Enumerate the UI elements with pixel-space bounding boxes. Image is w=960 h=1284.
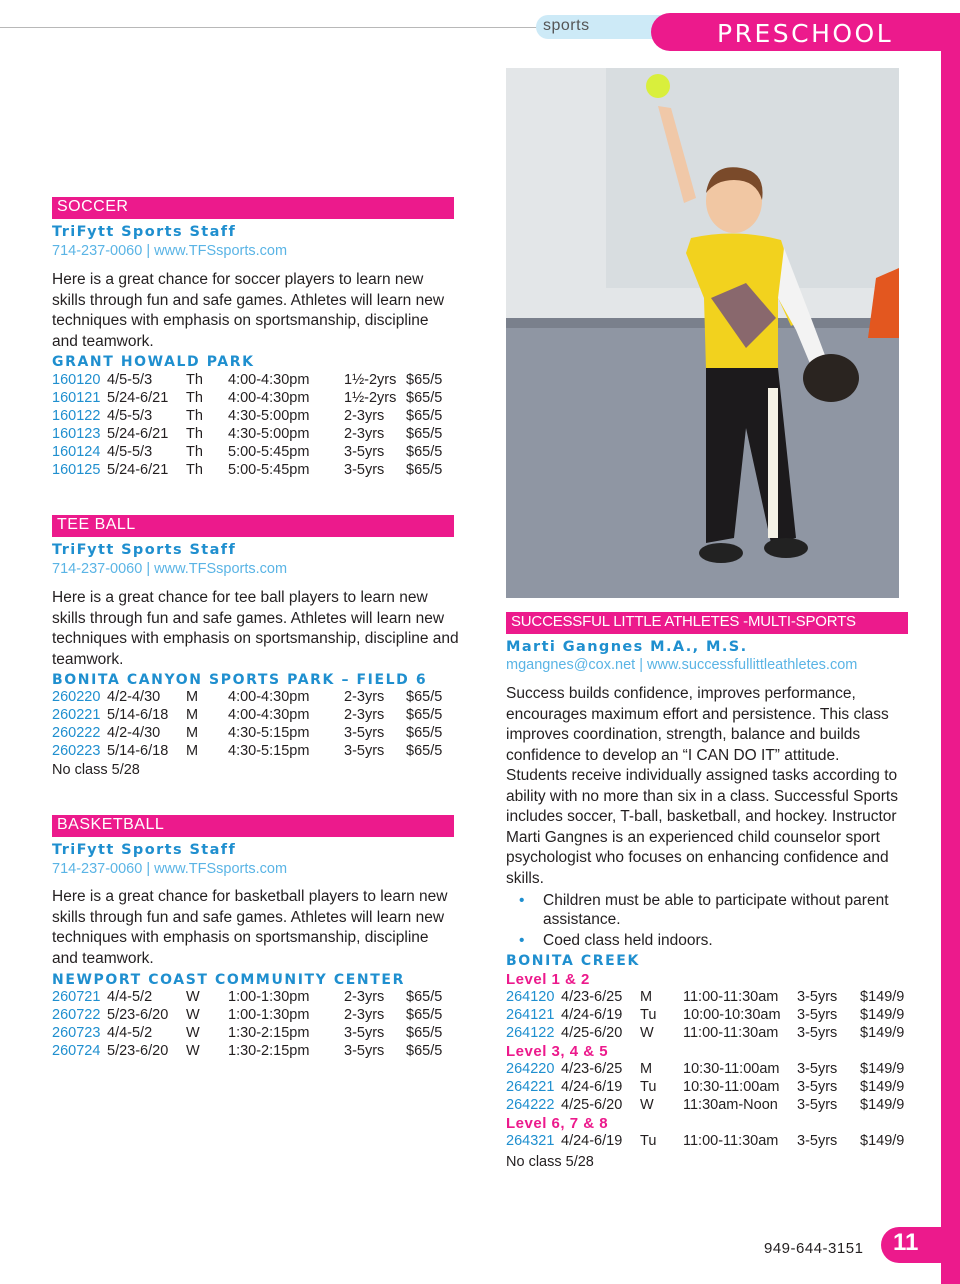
row-age: 3-5yrs [344, 444, 385, 460]
bullet-dot-icon: • [519, 892, 525, 909]
row-code[interactable]: 260220 [52, 689, 101, 705]
row-time: 1:30-2:15pm [228, 1043, 310, 1059]
section-tab [651, 13, 960, 51]
row-fee: $65/5 [406, 725, 443, 741]
row-dates: 4/24-6/19 [561, 1007, 623, 1023]
row-age: 3-5yrs [797, 1025, 838, 1041]
row-code[interactable]: 260223 [52, 743, 101, 759]
row-fee: $65/5 [406, 408, 443, 424]
row-time: 1:00-1:30pm [228, 989, 310, 1005]
row-code[interactable]: 160125 [52, 462, 101, 478]
row-code[interactable]: 160120 [52, 372, 101, 388]
row-dates: 4/25-6/20 [561, 1025, 623, 1041]
page-number: 11 [893, 1229, 919, 1256]
row-fee: $65/5 [406, 390, 443, 406]
row-day: W [186, 989, 200, 1005]
row-time: 4:00-4:30pm [228, 689, 310, 705]
row-dates: 4/2-4/30 [107, 689, 161, 705]
basketball-staff: TriFytt Sports Staff [52, 842, 237, 858]
row-day: W [186, 1025, 200, 1041]
row-age: 3-5yrs [344, 725, 385, 741]
row-time: 4:30-5:15pm [228, 743, 310, 759]
row-time: 4:30-5:00pm [228, 408, 310, 424]
teeball-staff: TriFytt Sports Staff [52, 542, 237, 558]
multisports-bullet-1-text: Children must be able to participate without parent assistance. [543, 892, 889, 928]
row-dates: 5/24-6/21 [107, 462, 169, 478]
multisports-bullet-2 [519, 931, 893, 950]
row-time: 5:00-5:45pm [228, 462, 310, 478]
row-day: Th [186, 408, 203, 424]
row-fee: $65/5 [406, 462, 443, 478]
section-label: PRESCHOOL [717, 19, 894, 48]
level-3-5-heading: Level 3, 4 & 5 [506, 1043, 609, 1060]
basketball-location: NEWPORT COAST COMMUNITY CENTER [52, 972, 405, 988]
row-age: 1½-2yrs [344, 390, 397, 406]
row-time: 11:00-11:30am [683, 1133, 779, 1149]
row-dates: 5/24-6/21 [107, 426, 169, 442]
row-time: 11:00-11:30am [683, 1025, 779, 1041]
multisports-description: Success builds confidence, improves performance, encourages maximum effort and persistence. This class improves coordination, strength, balance and builds confidence to develop an “I CAN DO IT” attitude. Students receive individually assigned tasks according to ability with no more than six in a class. Successful Sports includes soccer, T-ball, basketball, and hockey. Instructor Marti Gangnes is an experienced child counselor sport psychologist who focuses on enhancing confidence and skills. [506, 685, 898, 887]
row-day: Th [186, 390, 203, 406]
multisports-heading-bar [506, 612, 908, 634]
row-dates: 4/25-6/20 [561, 1097, 623, 1113]
teeball-location: BONITA CANYON SPORTS PARK – FIELD 6 [52, 672, 428, 688]
multisports-note: No class 5/28 [506, 1154, 594, 1170]
row-code[interactable]: 160121 [52, 390, 101, 406]
row-day: W [640, 1097, 654, 1113]
soccer-title: SOCCER [57, 198, 129, 215]
row-age: 3-5yrs [344, 462, 385, 478]
row-fee: $65/5 [406, 1043, 443, 1059]
row-dates: 5/14-6/18 [107, 707, 169, 723]
basketball-contact[interactable]: 714-237-0060 | www.TFSsports.com [52, 861, 288, 877]
row-age: 2-3yrs [344, 989, 385, 1005]
level-6-8-heading: Level 6, 7 & 8 [506, 1115, 609, 1132]
row-age: 2-3yrs [344, 707, 385, 723]
row-day: M [186, 689, 199, 705]
row-time: 1:30-2:15pm [228, 1025, 310, 1041]
row-fee: $149/9 [860, 1061, 905, 1077]
row-age: 3-5yrs [797, 1061, 838, 1077]
row-fee: $65/5 [406, 1007, 443, 1023]
row-time: 4:30-5:15pm [228, 725, 310, 741]
multisports-title: SUCCESSFUL LITTLE ATHLETES -MULTI-SPORTS [511, 613, 856, 630]
row-age: 3-5yrs [797, 1079, 838, 1095]
row-age: 2-3yrs [344, 408, 385, 424]
row-time: 10:00-10:30am [683, 1007, 781, 1023]
row-fee: $65/5 [406, 426, 443, 442]
category-label: sports [543, 17, 590, 34]
row-code[interactable]: 160123 [52, 426, 101, 442]
row-day: Th [186, 372, 203, 388]
row-time: 4:30-5:00pm [228, 426, 310, 442]
row-code[interactable]: 260721 [52, 989, 101, 1005]
row-time: 10:30-11:00am [683, 1061, 780, 1077]
soccer-heading-bar [52, 197, 454, 219]
row-dates: 5/24-6/21 [107, 390, 169, 406]
sidebar-stripe [941, 51, 960, 1284]
row-time: 4:00-4:30pm [228, 372, 310, 388]
soccer-location: GRANT HOWALD PARK [52, 354, 255, 370]
row-dates: 5/23-6/20 [107, 1007, 169, 1023]
basketball-heading-bar [52, 815, 454, 837]
row-code[interactable]: 160124 [52, 444, 101, 460]
row-day: Th [186, 426, 203, 442]
row-code[interactable]: 264221 [506, 1079, 555, 1095]
soccer-staff: TriFytt Sports Staff [52, 224, 237, 240]
teeball-description: Here is a great chance for tee ball players to learn new skills through fun and safe games. Athletes will learn new techniques with emphasis on sportsmanship, discipline and teamwork. [52, 589, 459, 668]
row-dates: 4/5-5/3 [107, 408, 153, 424]
row-code[interactable]: 264220 [506, 1061, 555, 1077]
row-fee: $149/9 [860, 1097, 905, 1113]
row-dates: 5/14-6/18 [107, 743, 169, 759]
row-code[interactable]: 260221 [52, 707, 101, 723]
row-day: Tu [640, 1007, 657, 1023]
page-number-badge [881, 1227, 941, 1263]
row-day: Th [186, 444, 203, 460]
row-age: 3-5yrs [797, 1133, 838, 1149]
row-fee: $65/5 [406, 989, 443, 1005]
row-age: 3-5yrs [344, 1025, 385, 1041]
row-fee: $65/5 [406, 1025, 443, 1041]
row-code[interactable]: 264122 [506, 1025, 555, 1041]
row-day: M [186, 743, 199, 759]
row-code[interactable]: 260222 [52, 725, 101, 741]
row-code[interactable]: 264321 [506, 1133, 555, 1149]
row-code[interactable]: 160122 [52, 408, 101, 424]
row-day: M [186, 725, 199, 741]
multisports-staff: Marti Gangnes M.A., M.S. [506, 639, 748, 655]
teeball-note: No class 5/28 [52, 762, 140, 778]
row-age: 3-5yrs [344, 1043, 385, 1059]
row-fee: $149/9 [860, 989, 905, 1005]
row-code[interactable]: 260724 [52, 1043, 101, 1059]
row-dates: 4/24-6/19 [561, 1079, 623, 1095]
row-fee: $65/5 [406, 444, 443, 460]
row-day: M [640, 1061, 653, 1077]
row-day: Tu [640, 1079, 657, 1095]
row-dates: 4/4-5/2 [107, 989, 153, 1005]
footer-phone: 949-644-3151 [764, 1240, 864, 1257]
row-fee: $149/9 [860, 1025, 905, 1041]
row-time: 11:00-11:30am [683, 989, 779, 1005]
row-dates: 4/4-5/2 [107, 1025, 153, 1041]
row-fee: $65/5 [406, 689, 443, 705]
row-day: Tu [640, 1133, 657, 1149]
photo-illustration [506, 68, 899, 598]
row-age: 3-5yrs [797, 1097, 838, 1113]
level-1-2-heading: Level 1 & 2 [506, 971, 590, 988]
row-dates: 4/5-5/3 [107, 444, 153, 460]
row-dates: 4/2-4/30 [107, 725, 161, 741]
row-fee: $65/5 [406, 743, 443, 759]
row-time: 4:00-4:30pm [228, 390, 310, 406]
row-dates: 4/5-5/3 [107, 372, 153, 388]
row-code[interactable]: 260723 [52, 1025, 101, 1041]
child-throwing-ball-photo [506, 68, 899, 598]
row-day: M [640, 989, 653, 1005]
row-age: 1½-2yrs [344, 372, 397, 388]
row-time: 10:30-11:00am [683, 1079, 780, 1095]
row-code[interactable]: 264121 [506, 1007, 555, 1023]
teeball-title: TEE BALL [57, 516, 136, 533]
row-fee: $149/9 [860, 1007, 905, 1023]
row-day: M [186, 707, 199, 723]
multisports-location: BONITA CREEK [506, 953, 640, 969]
row-age: 2-3yrs [344, 426, 385, 442]
row-dates: 4/23-6/25 [561, 989, 623, 1005]
multisports-bullet-2-text: Coed class held indoors. [543, 932, 713, 949]
row-fee: $65/5 [406, 372, 443, 388]
basketball-title: BASKETBALL [57, 816, 165, 833]
row-dates: 5/23-6/20 [107, 1043, 169, 1059]
teeball-contact[interactable]: 714-237-0060 | www.TFSsports.com [52, 561, 288, 577]
multisports-bullet-1 [519, 891, 893, 929]
row-day: Th [186, 462, 203, 478]
bullet-dot-icon: • [519, 932, 525, 949]
multisports-contact[interactable]: mgangnes@cox.net | www.successfullittleathletes.com [506, 657, 858, 673]
soccer-contact[interactable]: 714-237-0060 | www.TFSsports.com [52, 243, 288, 259]
row-time: 11:30am-Noon [683, 1097, 778, 1113]
row-age: 2-3yrs [344, 689, 385, 705]
row-day: W [186, 1007, 200, 1023]
row-age: 3-5yrs [797, 1007, 838, 1023]
row-time: 1:00-1:30pm [228, 1007, 310, 1023]
row-fee: $65/5 [406, 707, 443, 723]
row-fee: $149/9 [860, 1133, 905, 1149]
row-dates: 4/23-6/25 [561, 1061, 623, 1077]
row-time: 5:00-5:45pm [228, 444, 310, 460]
row-dates: 4/24-6/19 [561, 1133, 623, 1149]
row-age: 2-3yrs [344, 1007, 385, 1023]
row-age: 3-5yrs [797, 989, 838, 1005]
row-day: W [186, 1043, 200, 1059]
row-fee: $149/9 [860, 1079, 905, 1095]
soccer-description: Here is a great chance for soccer players to learn new skills through fun and safe games. Athletes will learn new techniques with emphasis on sportsmanship, discipline and teamwork. [52, 271, 445, 350]
header-rule [0, 27, 560, 28]
row-time: 4:00-4:30pm [228, 707, 310, 723]
row-day: W [640, 1025, 654, 1041]
basketball-description: Here is a great chance for basketball players to learn new skills through fun and safe games. Athletes will learn new techniques with emphasis on sportsmanship, discipline and teamwork. [52, 888, 448, 967]
row-age: 3-5yrs [344, 743, 385, 759]
row-code[interactable]: 264120 [506, 989, 555, 1005]
row-code[interactable]: 264222 [506, 1097, 555, 1113]
row-code[interactable]: 260722 [52, 1007, 101, 1023]
category-tab [536, 15, 666, 39]
teeball-heading-bar [52, 515, 454, 537]
